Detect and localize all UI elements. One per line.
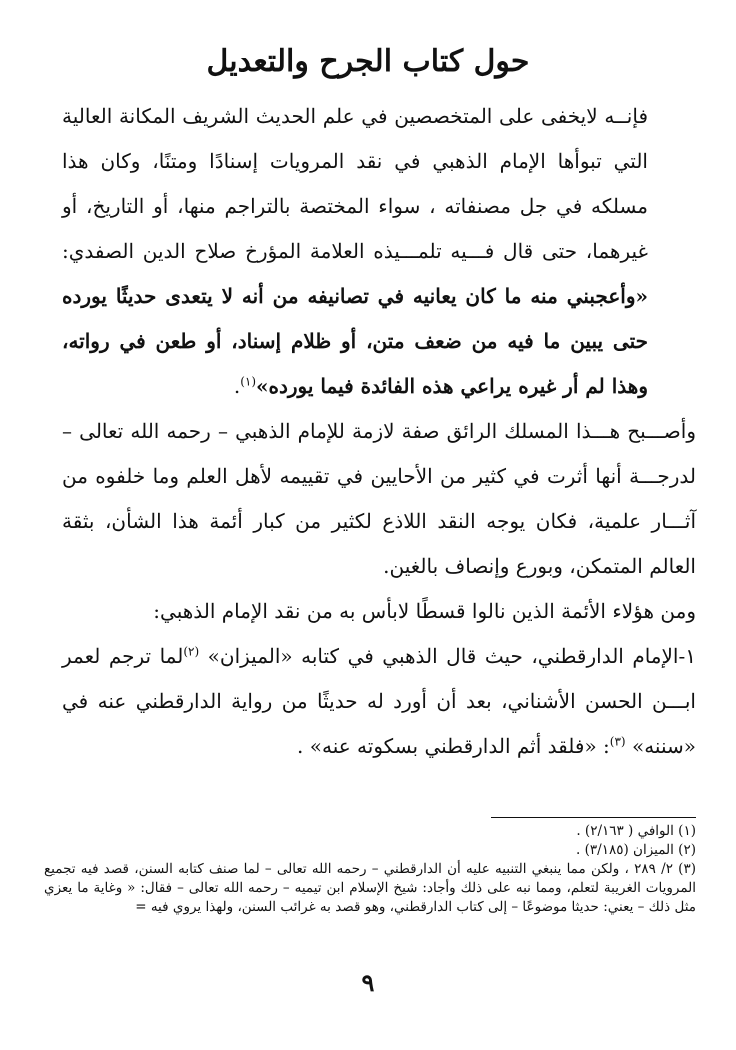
footnotes xyxy=(44,822,696,917)
footnote-ref-2[interactable]: (٢) xyxy=(183,644,200,659)
safadi-quote: «وأعجبني منه ما كان يعانيه في تصانيفه من أنه لا يتعدى حديثًا يورده حتى يبين ما فيه من ضعف متن، أو ظلام إسناد، أو طعن في رواته، وهذا لم أر غيره يراعي هذه الفائدة فيما يورده» xyxy=(62,284,648,398)
footnote-ref-1[interactable]: (١) xyxy=(240,374,257,389)
main-text xyxy=(62,94,696,769)
daraqutni-text-c: : «فلقد أثم الدارقطني بسكوته عنه» . xyxy=(297,734,610,758)
daraqutni-text-b: لما ترجم لعمر ابـــن الحسن الأشناني، بعد أن أورد له حديثًا من رواية الدارقطني عنه في «سننه» xyxy=(62,644,696,758)
paragraph-intro-end: . xyxy=(233,374,241,398)
daraqutni-text-a: ١-الإمام الدارقطني، حيث قال الذهبي في كتابه «الميزان» xyxy=(199,644,696,668)
paragraph-imams: ومن هؤلاء الأئمة الذين نالوا قسطًا لابأس به من نقد الإمام الذهبي: xyxy=(153,599,696,623)
footnote-ref-3[interactable]: (٣) xyxy=(609,734,626,749)
footnote-2: (٢) الميزان (٣/١٨٥) . xyxy=(576,842,696,858)
paragraph-approach: وأصـــبح هـــذا المسلك الرائق صفة لازمة للإمام الذهبي – رحمه الله تعالى – لدرجـــة أنها أثرت في كثير من الأحايين في تقييمه لأهل العلم وما خلفوه من آثـــار علمية، فكان يوجه النقد اللاذع لكثير من كبار أئمة هذا الشأن، بثقة العالم المتمكن، وبورع وإنصاف بالغين. xyxy=(62,419,697,578)
paragraph-intro-text: فإنــه لايخفى على المتخصصين في علم الحديث الشريف المكانة العالية التي تبوأها الإمام الذهبي في نقد المرويات إسنادًا ومتنًا، وكان هذا مسلكه في جل مصنفاته ، سواء المختصة بالتراجم منها، أو التاريخ، أو غيرهما، حتى قال فـــيه تلمـــيذه العلامة المؤرخ صلاح الدين الصفدي: xyxy=(62,104,648,263)
paragraph-intro xyxy=(62,94,696,409)
page-number: ٩ xyxy=(361,968,375,997)
page-title: حول كتاب الجرح والتعديل xyxy=(206,44,530,79)
footnote-1: (١) الوافي ( ٢/١٦٣) . xyxy=(576,823,696,839)
footnote-3: (٣) ٢/ ٢٨٩ ، ولكن مما ينبغي التنبيه عليه أن الدارقطني – رحمه الله تعالى – لما صنف كتابه السنن، قصد فيه تجميع المرويات الغريبة لتعلم، ومما نبه على ذلك وأجاد: شيخ الإسلام ابن تيميه – رحمه الله تعالى – فقال: « وغاية ما يعزي مثل ذلك – يعني: حديثا موضوعًا – إلى كتاب الدارقطني، وهو قصد به غرائب السنن، ولهذا يروي فيه = xyxy=(44,861,696,915)
paragraph-daraqutni xyxy=(62,634,696,769)
footnote-divider xyxy=(491,817,696,818)
